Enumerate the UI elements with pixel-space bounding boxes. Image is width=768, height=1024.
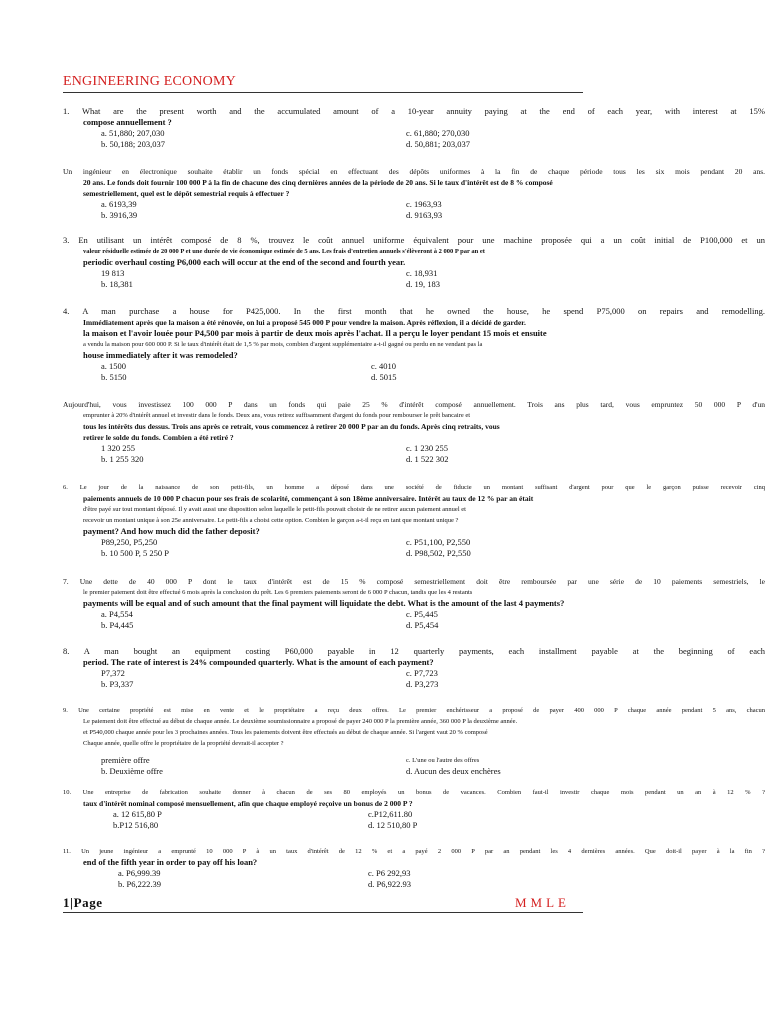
- option-row: [101, 210, 765, 221]
- question-line: Le paiement doit être effectué au début de chaque année. Le deuxième soumissionnaire a proposé de payer 240 000 P la première année, 360 000 P la deuxième année.: [83, 718, 518, 725]
- option-a: a. P4,554: [101, 609, 133, 619]
- option-c: c. 18,931: [406, 268, 438, 278]
- question-line: 3. En utilisant un intérêt composé de 8 %, trouvez le coût annuel uniforme équivalent pour une machine proposée qui a un coût initial de P100,000 et un: [63, 235, 765, 245]
- option-a: 1 320 255: [101, 443, 135, 453]
- question-line: paiements annuels de 10 000 P chacun pour ses frais de scolarité, commençant à son 18ème anniversaire. Intérêt au taux de 12 % par an était: [83, 494, 534, 503]
- question-line: 10. Une entreprise de fabrication souhaite donner à chacun de ses 80 employés un bonus de vacances. Combien faut-il investir chaque mois pendant un an à 12 % ?: [63, 789, 765, 796]
- option-a: a. 51,880; 207,030: [101, 128, 165, 138]
- question-line: compose annuellement ?: [83, 117, 172, 127]
- question-line: periodic overhaul costing P6,000 each will occur at the end of the second and fourth year.: [83, 257, 406, 267]
- option-a: a. 12 615,80 P: [113, 809, 162, 819]
- option-d: d. 50,881; 203,037: [406, 139, 470, 149]
- option-c: c. L'une ou l'autre des offres: [406, 757, 480, 764]
- option-b: b.P12 516,80: [113, 820, 159, 830]
- question-line: la maison et l'avoir louée pour P4,500 par mois à partir de deux mois après l'achat. Il a perçu le loyer pendant 15 mois et ensuite: [83, 328, 547, 338]
- option-c: c.P12,611.80: [368, 809, 413, 819]
- option-d: d. 5015: [371, 372, 397, 382]
- question-1: [63, 106, 765, 150]
- option-c: c. P6 292,93: [368, 868, 411, 878]
- question-5: [63, 399, 765, 465]
- option-b: b. 5150: [101, 372, 127, 382]
- question-line: semestriellement, quel est le dépôt semestrial requis à effectuer ?: [83, 189, 290, 198]
- question-line: 1. What are the present worth and the accumulated amount of a 10-year annuity paying at the end of each year, with interest at 15%: [63, 106, 765, 116]
- option-d: d. 12 510,80 P: [368, 820, 418, 830]
- option-row: [101, 537, 765, 548]
- question-line: Aujourd'hui, vous investissez 100 000 P dans un fonds qui paie 25 % d'intérêt composé annuellement. Trois ans plus tard, vous empruntez 50 000 P d'un: [63, 400, 765, 409]
- option-row: [101, 268, 765, 279]
- option-c: c. 61,880; 270,030: [406, 128, 470, 138]
- option-b: b. P4,445: [101, 620, 134, 630]
- question-line: end of the fifth year in order to pay off his loan?: [83, 857, 258, 867]
- question-line: 7. Une dette de 40 000 P dont le taux d'intérêt est de 15 % composé semestriellement doit être remboursée par une série de 10 paiements semestriels, le: [63, 577, 765, 586]
- question-line: recevoir un montant unique à son 25e anniversaire. Le petit-fils a choisi cette option. Combien le garçon a-t-il reçu en tant que montant unique ?: [83, 517, 459, 524]
- option-a: 19 813: [101, 268, 125, 278]
- question-7: [63, 576, 765, 631]
- option-d: d. P98,502, P2,550: [406, 548, 471, 558]
- question-line: 6. Le jour de la naissance de son petit-fils, un homme a déposé dans une société de fiducie un montant suffisant d'argent pour que le garçon puisse recevoir cinq: [63, 484, 765, 491]
- option-c: c. 1963,93: [406, 199, 442, 209]
- option-b: b. 3916,39: [101, 210, 138, 220]
- option-row: [101, 139, 765, 150]
- option-row: [101, 609, 765, 620]
- page-title: ENGINEERING ECONOMY: [63, 74, 236, 89]
- option-d: d. P5,454: [406, 620, 439, 630]
- question-line: d'être payé sur tout montant déposé. Il y avait aussi une disposition selon laquelle le petit-fils pouvait choisir de ne retirer aucun paiement annuel et: [83, 506, 466, 513]
- question-line: 4. A man purchase a house for P425,000. In the first month that he owned the house, he spend P75,000 on repairs and remodelling.: [63, 306, 765, 316]
- option-b: b. 50,188; 203,037: [101, 139, 165, 149]
- question-line: house immediately after it was remodeled?: [83, 350, 238, 360]
- question-line: Un ingénieur en électronique souhaite établir un fonds spécial en effectuant des dépôts uniformes à la fin de chaque période tous les six mois pendant 20 ans.: [63, 167, 765, 176]
- option-c: c. 1 230 255: [406, 443, 449, 453]
- option-b: b. 1 255 320: [101, 454, 144, 464]
- question-10: [63, 787, 765, 831]
- option-row: [118, 879, 765, 890]
- question-line: tous les intérêts dus dessus. Trois ans après ce retrait, vous commencez à retirer 20 000 P par an du fonds. Après cinq retraits, vous: [83, 422, 500, 431]
- option-a: P89,250, P5,250: [101, 537, 158, 547]
- option-c: c. P7,723: [406, 668, 438, 678]
- footer-divider: [63, 912, 583, 913]
- option-row: [101, 443, 765, 454]
- question-line: valeur résiduelle estimée de 20 000 P et une durée de vie économique estimée de 5 ans. Les frais d'entretien annuels s'élèveront à 2 000 P par an et: [83, 248, 485, 255]
- option-d: d. P6,922.93: [368, 879, 411, 889]
- option-row: [101, 279, 765, 290]
- question-line: 9. Une certaine propriété est mise en vente et le propriétaire a reçu deux offres. Le premier enchérisseur a proposé de payer 400 000 P chaque année pendant 5 ans, chacun: [63, 707, 765, 714]
- option-row: [101, 361, 765, 372]
- footer-mark: MMLE: [515, 895, 570, 910]
- option-d: d. Aucun des deux enchères: [406, 766, 501, 776]
- option-a: a. 1500: [101, 361, 127, 371]
- question-line: period. The rate of interest is 24% compounded quarterly. What is the amount of each payment?: [83, 657, 434, 667]
- option-a: première offre: [101, 755, 150, 765]
- question-11: [63, 846, 765, 890]
- page-number: 1|Page: [63, 895, 103, 910]
- option-c: c. P51,100, P2,550: [406, 537, 471, 547]
- option-row: [101, 199, 765, 210]
- option-row: [101, 679, 765, 690]
- option-d: d. 9163,93: [406, 210, 443, 220]
- question-line: payments will be equal and of such amount that the final payment will liquidate the debt. What is the amount of the last 4 payments?: [83, 598, 565, 608]
- option-row: [113, 809, 765, 820]
- option-row: [101, 548, 765, 559]
- question-line: payment? And how much did the father deposit?: [83, 526, 260, 536]
- option-a: P7,372: [101, 668, 125, 678]
- title-divider: [63, 92, 583, 93]
- question-2: [63, 166, 765, 221]
- option-b: b. 10 500 P, 5 250 P: [101, 548, 170, 558]
- question-line: 20 ans. Le fonds doit fournir 100 000 P à la fin de chacune des cinq dernières années de la période de 20 ans. Si le taux d'intérêt est de 8 % composé: [83, 178, 553, 187]
- option-b: b. Deuxième offre: [101, 766, 163, 776]
- option-b: b. P6,222.39: [118, 879, 161, 889]
- question-line: 11. Un jeune ingénieur a emprunté 10 000 P à un taux d'intérêt de 12 % et a payé 2 000 P par an pendant les 4 dernières années. Que doit-il payer à la fin ?: [63, 848, 765, 855]
- question-line: emprunter à 20% d'intérêt annuel et investir dans le fonds. Deux ans, vous retirez suffisamment d'argent du fonds pour rembourser le prêt bancaire et: [83, 412, 471, 419]
- option-row: [118, 868, 765, 879]
- question-8: [63, 646, 765, 690]
- option-row: [101, 372, 765, 383]
- option-row: [101, 128, 765, 139]
- option-row: [101, 620, 765, 631]
- option-d: d. 1 522 302: [406, 454, 449, 464]
- question-line: le premier paiement doit être effectué 6 mois après la conclusion du prêt. Les 6 premiers paiements seront de 6 000 P chacun, tandis que les 4 restants: [83, 589, 473, 596]
- question-line: taux d'intérêt nominal composé mensuellement, afin que chaque employé reçoive un bonus de 2 000 P ?: [83, 799, 413, 808]
- question-line: a vendu la maison pour 600 000 P. Si le taux d'intérêt était de 1,5 % par mois, combien d'argent supplémentaire a-t-il gagné ou perdu en ne vendant pas la: [83, 341, 483, 348]
- question-line: Immédiatement après que la maison a été rénovée, on lui a proposé 545 000 P pour vendre la maison. Après réflexion, il a décidé de garder.: [83, 318, 526, 327]
- option-c: c. P5,445: [406, 609, 438, 619]
- question-line: retirer le solde du fonds. Combien a été retiré ?: [83, 433, 234, 442]
- question-line: 8. A man bought an equipment costing P60,000 payable in 12 quarterly payments, each installment payable at the beginning of each: [63, 646, 765, 656]
- option-b: b. P3,337: [101, 679, 134, 689]
- option-row: [101, 755, 765, 766]
- option-row: [101, 766, 765, 777]
- question-6: [63, 482, 765, 559]
- question-9: [63, 705, 765, 777]
- question-3: [63, 235, 765, 290]
- option-row: [101, 668, 765, 679]
- option-d: d. P3,273: [406, 679, 439, 689]
- option-d: d. 19, 183: [406, 279, 440, 289]
- option-a: a. P6,999.39: [118, 868, 161, 878]
- option-b: b. 18,381: [101, 279, 133, 289]
- option-row: [101, 454, 765, 465]
- option-a: a. 6193,39: [101, 199, 137, 209]
- question-4: [63, 306, 765, 383]
- option-row: [113, 820, 765, 831]
- option-c: c. 4010: [371, 361, 397, 371]
- question-line: et P540,000 chaque année pour les 3 prochaines années. Tous les paiements doivent être effectués au début de chaque année. Si l'argent vaut 20 % composé: [83, 729, 488, 736]
- question-line: Chaque année, quelle offre le propriétaire de la propriété devrait-il accepter ?: [83, 740, 284, 747]
